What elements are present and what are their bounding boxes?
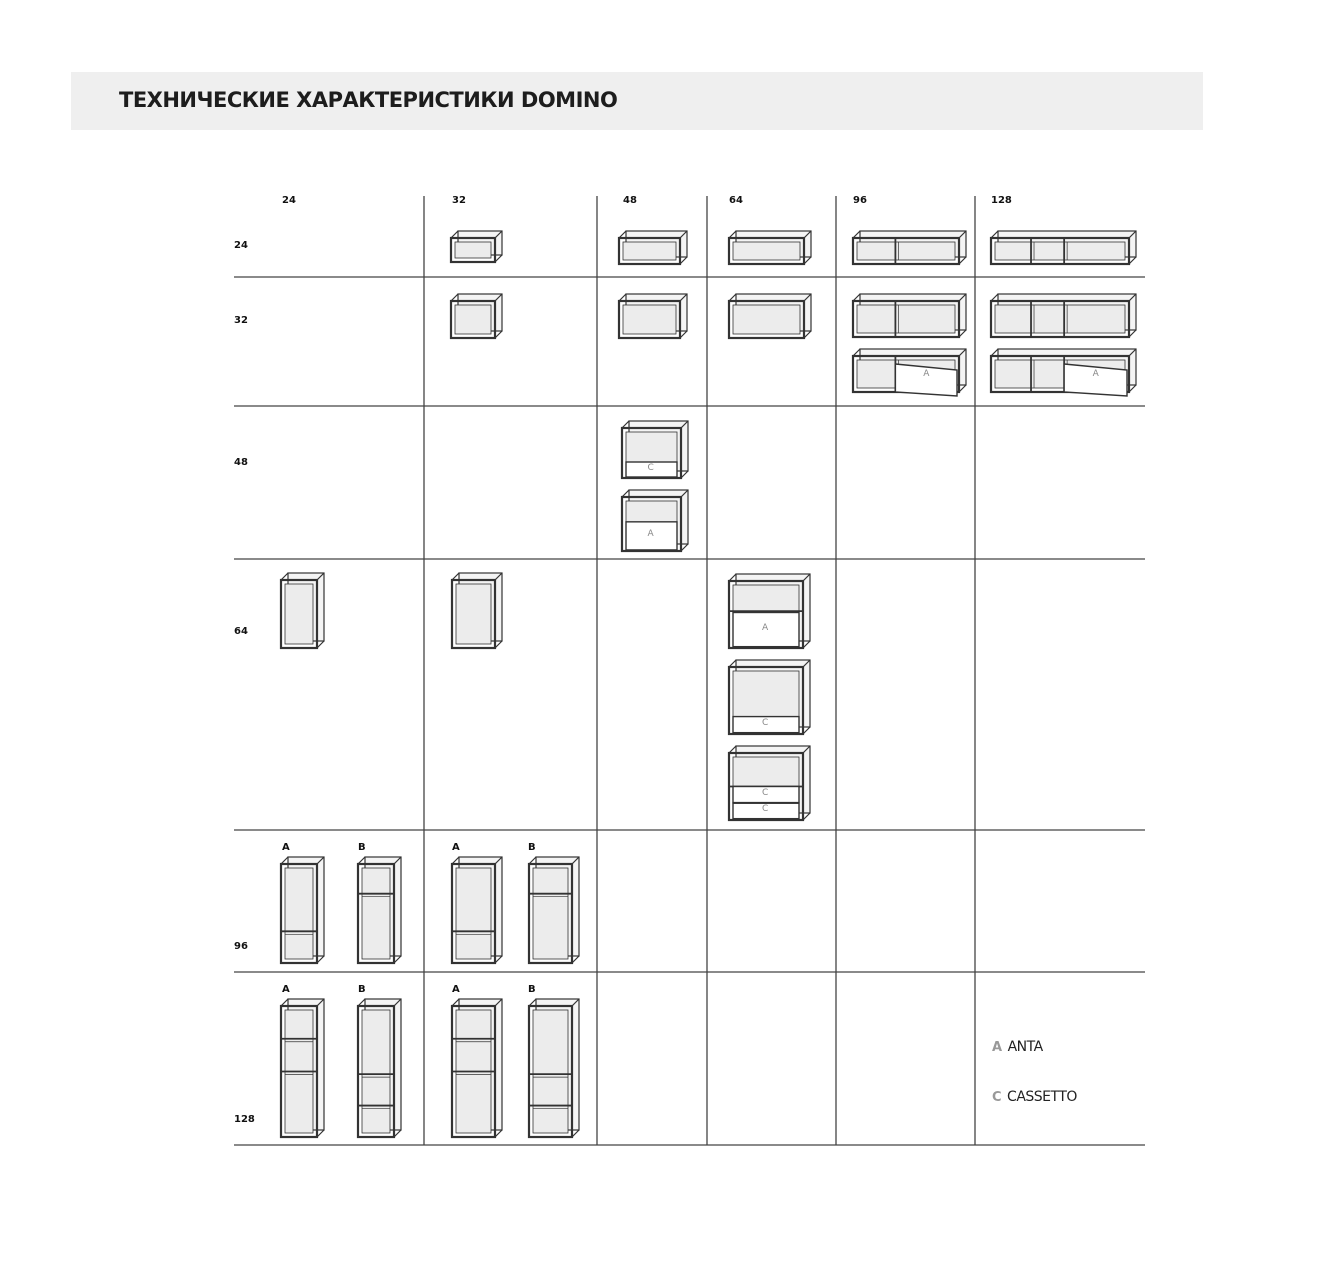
cabinet-128x24 [991, 231, 1136, 264]
cabinet-32x64 [452, 573, 502, 648]
cabinet-24x96-b [358, 857, 401, 963]
cabinet-24x128-a [281, 999, 324, 1137]
col-label-32: 32 [452, 195, 466, 206]
col-label-96: 96 [853, 195, 867, 206]
legend-key: C [992, 1090, 1002, 1105]
variant-label-b: B [358, 984, 366, 995]
page-title: ТЕХНИЧЕСКИЕ ХАРАКТЕРИСТИКИ DOMINO [119, 88, 618, 112]
cabinet-128x32-door [991, 349, 1136, 396]
variant-label-b: B [358, 842, 366, 853]
cabinet-64x64-two-drawers [729, 746, 810, 820]
cabinet-64x32 [729, 294, 811, 338]
row-label-128: 128 [234, 1114, 255, 1125]
cabinet-64x24 [729, 231, 811, 264]
cabinet-24x96-a [281, 857, 324, 963]
drawer-letter: C [762, 787, 769, 798]
legend-key: A [992, 1040, 1002, 1055]
cabinet-96x24 [853, 231, 966, 264]
legend-item-anta [992, 1039, 1043, 1055]
drawer-letter: C [762, 803, 769, 814]
variant-label-a: A [282, 984, 290, 995]
door-letter: A [762, 622, 769, 633]
cabinet-128x32 [991, 294, 1136, 337]
cabinet-32x128-b [529, 999, 579, 1137]
door-letter: A [647, 528, 654, 539]
door-letter: A [1092, 369, 1099, 379]
row-label-24: 24 [234, 240, 248, 251]
col-label-128: 128 [991, 195, 1012, 206]
variant-label-a: A [282, 842, 290, 853]
cabinet-32x96-b [529, 857, 579, 963]
cabinet-64x64-door [729, 574, 810, 648]
legend-item-cassetto [992, 1089, 1077, 1105]
cabinet-48x48-door [622, 490, 688, 551]
cabinet-32x96-a [452, 857, 502, 963]
cabinet-32x128-a [452, 999, 502, 1137]
cabinet-32x24 [451, 231, 502, 262]
drawer-letter: C [762, 717, 769, 728]
cabinet-96x32 [853, 294, 966, 337]
cabinet-96x32-door [853, 349, 966, 396]
cabinet-32x32 [451, 294, 502, 338]
row-label-32: 32 [234, 315, 248, 326]
cabinet-48x48-drawer [622, 421, 688, 478]
row-label-96: 96 [234, 941, 248, 952]
variant-label-a: A [452, 984, 460, 995]
cabinet-24x64 [281, 573, 324, 648]
drawer-letter: C [647, 462, 654, 473]
cabinet-24x128-b [358, 999, 401, 1137]
cabinet-64x64-drawer [729, 660, 810, 734]
variant-label-b: B [528, 984, 536, 995]
cabinet-48x32 [619, 294, 687, 338]
legend-label: ANTA [1007, 1039, 1043, 1055]
cabinet-48x24 [619, 231, 687, 264]
col-label-24: 24 [282, 195, 296, 206]
door-letter: A [923, 369, 930, 379]
col-label-48: 48 [623, 195, 637, 206]
variant-label-a: A [452, 842, 460, 853]
legend-label: CASSETTO [1007, 1089, 1077, 1105]
row-label-64: 64 [234, 626, 248, 637]
col-label-64: 64 [729, 195, 743, 206]
variant-label-b: B [528, 842, 536, 853]
row-label-48: 48 [234, 457, 248, 468]
